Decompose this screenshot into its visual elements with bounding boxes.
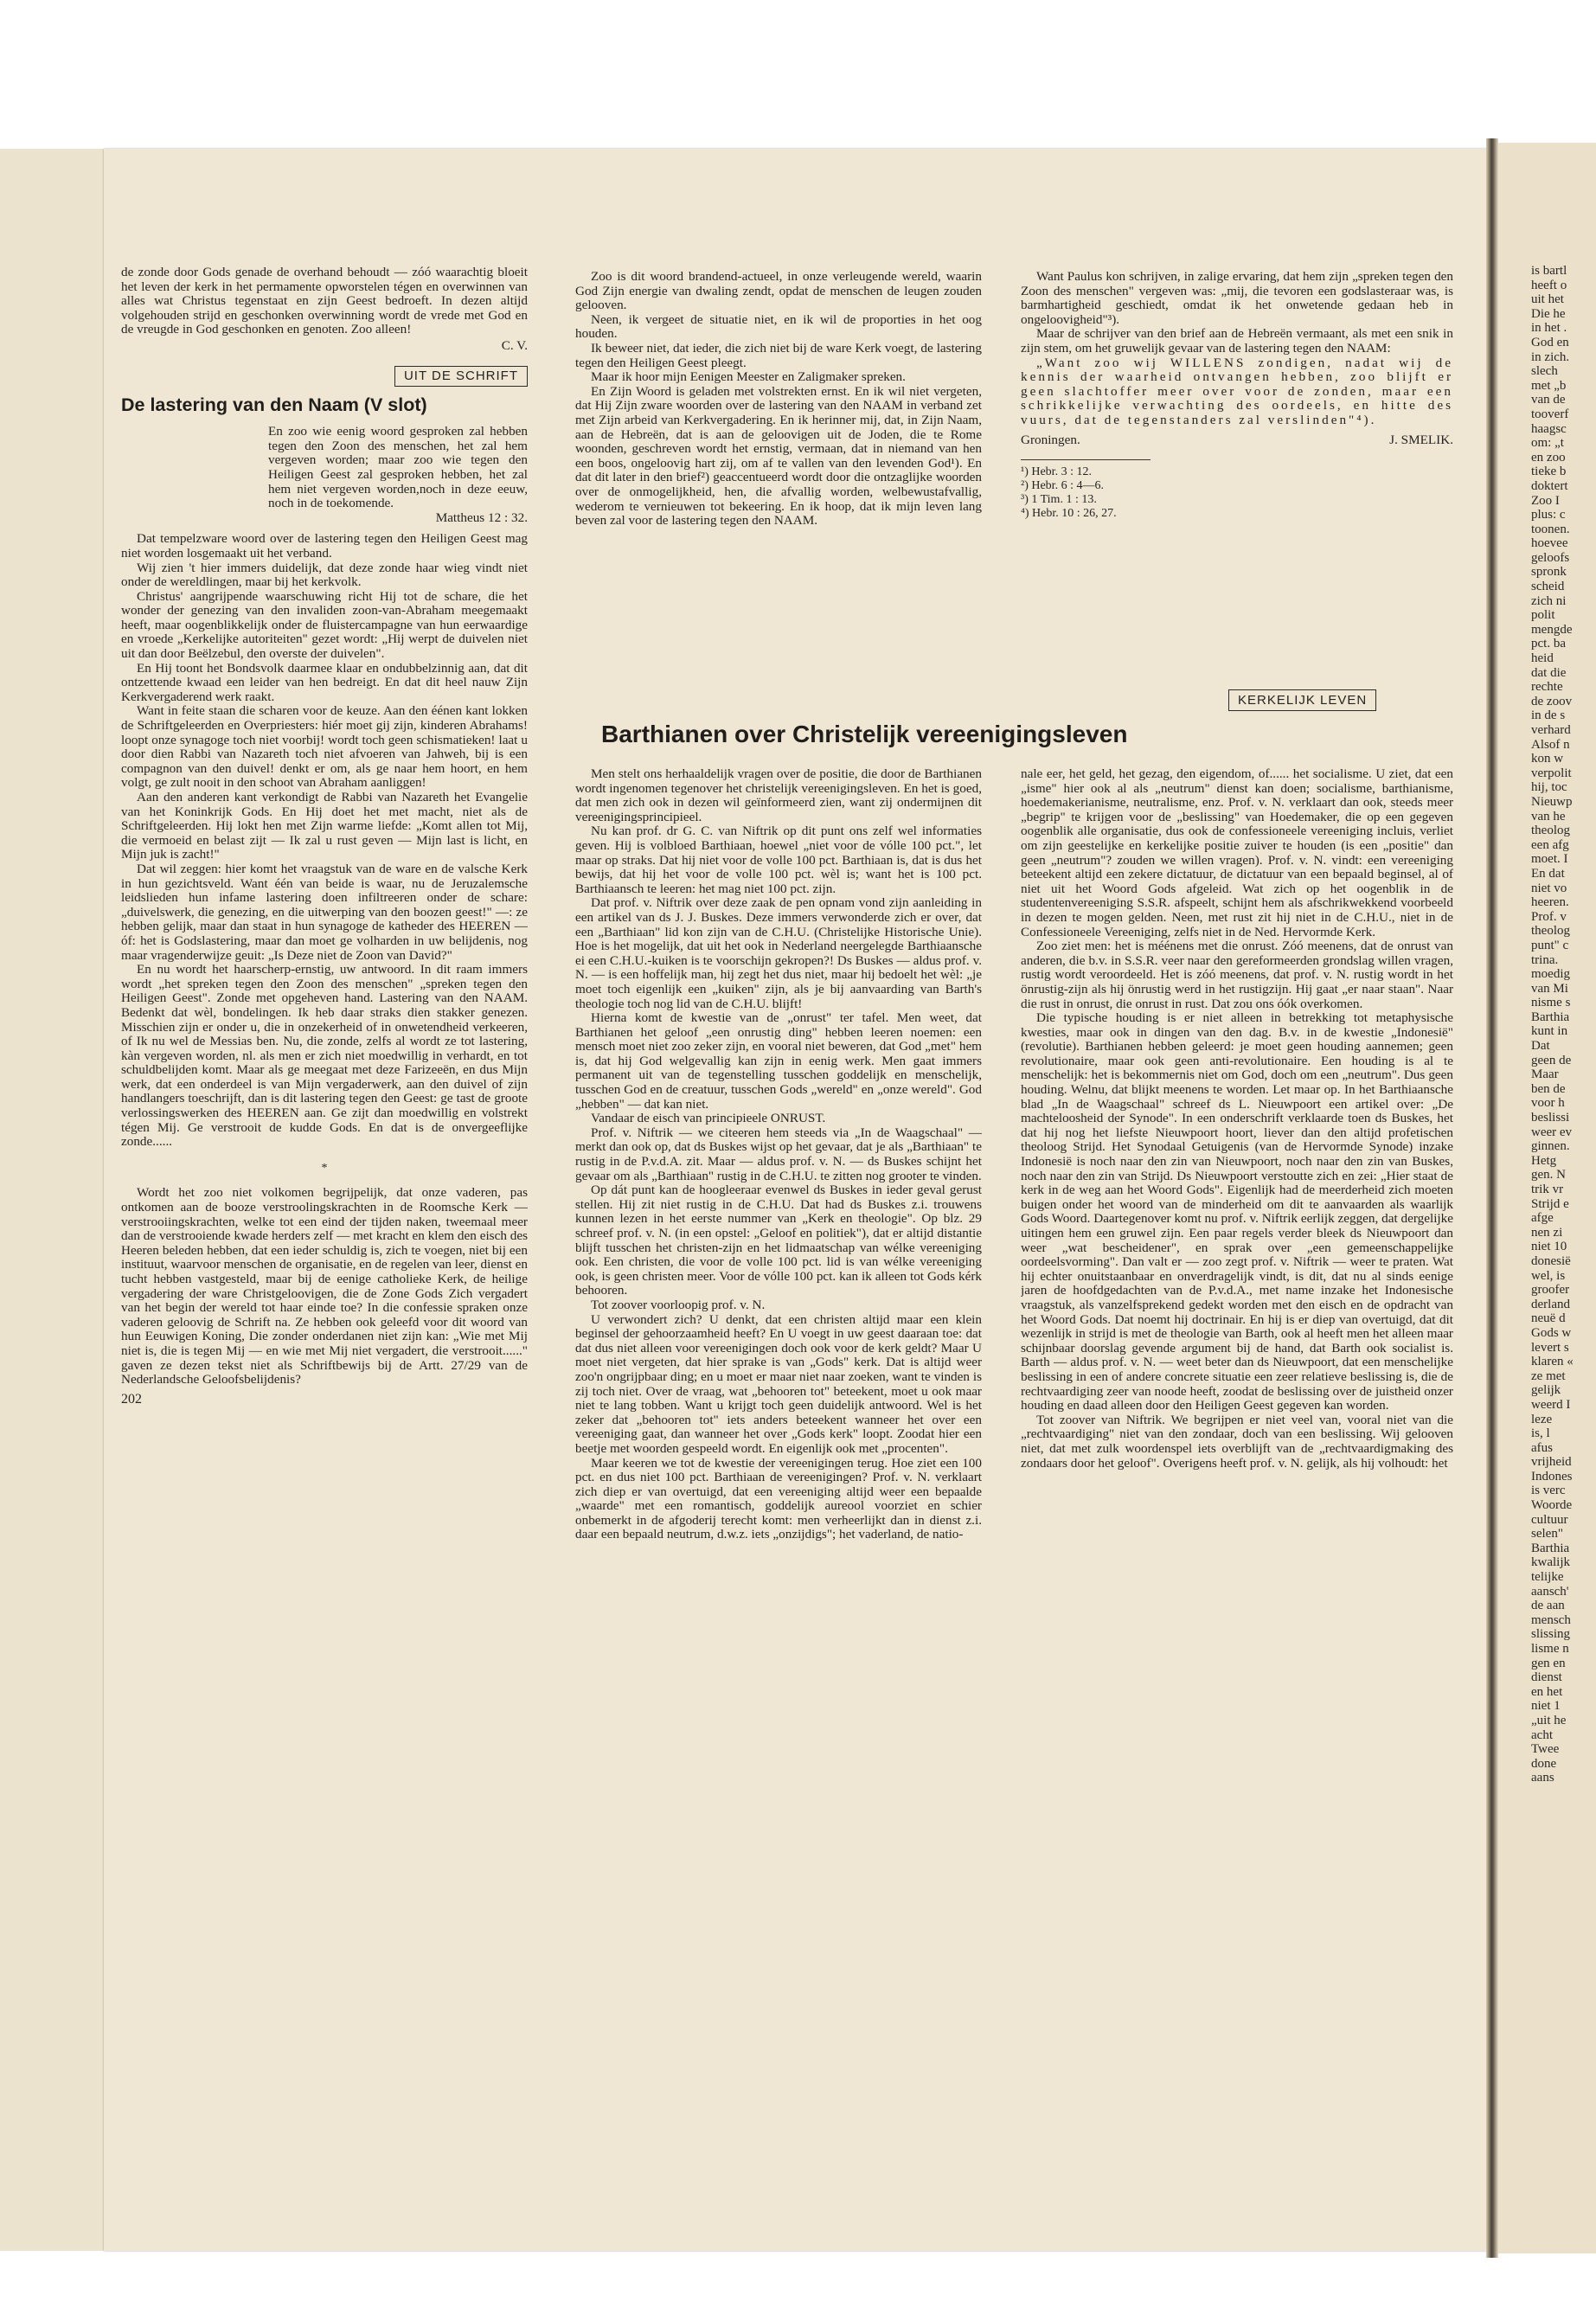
right-page-line: voor h (1531, 1096, 1565, 1111)
right-page-line: in zich. (1531, 349, 1570, 364)
right-page-line: niet 1 (1531, 1699, 1561, 1714)
col1-paragraph: Christus' aangrijpende waarschuwing richt Hij tot de schare, die het wonder der genezing van den invaliden zoon-van-Abraham meegemaakt heeft, maar oogenblikkelijk onder de fluistercampagne van hun eerwaardige en vroede „Kerkelijke autoriteiten" gezet wordt: „Hij werpt de duivelen niet uit dan door Beëlzebul, den overste der duivelen". (121, 588, 528, 662)
article2-paragraph: Men stelt ons herhaaldelijk vragen over de positie, die door de Barthianen wordt ingenomen tegenover het christelijk vereenigingsleven. En het is goed, dat men zich ook in dezen wil geïnformeerd zien, want zij ondermijnen dit vereenigingsprincipieel. (575, 767, 982, 824)
right-page-line: scheid (1531, 580, 1565, 594)
article-title-lastering: De lastering van den Naam (V slot) (121, 394, 427, 416)
page-number: 202 (121, 1391, 142, 1407)
right-page-line: klaren « (1531, 1355, 1574, 1369)
col3-paragraph: Want Paulus kon schrijven, in zalige ervaring, dat hem zijn „spreken tegen den Zoon des menschen" vergeven was: „mij, die tevoren een godslasteraar was, is barmhartigheid geschiedt, omdat ik het onwetende gedaan heb in ongeloovigheid"³). (1021, 270, 1453, 327)
right-page-line: kwalijk (1531, 1555, 1570, 1570)
right-page-edge (1498, 143, 1596, 2253)
verse-reference: Mattheus 12 : 32. (435, 510, 528, 525)
article2-paragraph: Tot zoover van Niftrik. We begrijpen er niet veel van, vooral niet van die „rechtvaardiging" niet van den zondaar, doch van een beslissing. Wij gelooven niet, dat met zulk woordenspel iets overblijft van de „rechtvaardigmaking des zondaars door het geloof". Overigens heeft prof. v. N. gelijk, als hij volhoudt: het (1021, 1412, 1453, 1471)
right-page-line: in de s (1531, 708, 1566, 723)
right-page-line: moet. I (1531, 852, 1568, 867)
right-page-line: rechte (1531, 680, 1563, 695)
right-page-line: Hetg (1531, 1153, 1557, 1168)
right-page-line: telijke (1531, 1570, 1564, 1585)
right-page-line: in het . (1531, 321, 1567, 336)
col3-paragraph: „Want zoo wij WILLENS zondigen, nadat wij de kennis der waarheid ontvangen hebben, zoo blijft er geen slachtoffer meer over voor de zonden, maar een schrikkelijke verwachting des oordeels, en hitte des vuurs, dat de tegenstanders zal verslinden"⁴). (1021, 355, 1453, 427)
right-page-line: om: „t (1531, 436, 1564, 451)
right-page-line: lisme n (1531, 1642, 1569, 1656)
right-page-line: Alsof n (1531, 737, 1570, 752)
right-page-line: niet 10 (1531, 1240, 1567, 1254)
col2-paragraph: Zoo is dit woord brandend-actueel, in onze verleugende wereld, waarin God Zijn energie van dwaling zendt, opdat de menschen de leugen zouden gelooven. (575, 270, 982, 313)
article2-paragraph: Hierna komt de kwestie van de „onrust" ter tafel. Men weet, dat Barthianen het geloof „een onrustig ding" hebben leeren noemen: een mensch moet niet zoo zeker zijn, en vooral niet beweren, dat God „met" hem is, dat hij God welgevallig kan zijn in eenig werk. Men gaat immers permanent uit van de tegenstelling tusschen goddelijk en menschelijk, tusschen God en de creatuur, tusschen Gods „wereld" en „onze wereld". God „hebben" — dat kan niet. (575, 1010, 982, 1112)
right-page-line: leze (1531, 1412, 1553, 1426)
right-page-line: doktert (1531, 478, 1568, 493)
right-page-line: zich ni (1531, 593, 1567, 608)
right-page-line: plus: c (1531, 508, 1566, 522)
footnote: ¹) Hebr. 3 : 12. (1021, 465, 1092, 479)
column-1 (121, 266, 528, 2229)
signature-cv: C. V. (501, 337, 528, 353)
right-page-line: toonen. (1531, 522, 1570, 536)
col1-paragraph: Dat wil zeggen: hier komt het vraagstuk van de ware en de valsche Kerk in hun gezichtsveld. Want één van beide is waar, nu de Jeruzalemsche leidslieden hun infame lastering doen infiltreeren onder de schare: „duivelswerk, die genezing, en die uitwerping van den boozen geest!" —: ze hebben gelijk, maar dan staat in hun synagoge de katheder des HEEREN — óf: het is Godslastering, maar dan moet ge volharden in uw belijdenis, nog maar vragenderwijze geuit: „Is Deze niet de Zoon van David?" (121, 861, 528, 963)
right-page-line: hoevee (1531, 536, 1568, 551)
right-page-line: selen" (1531, 1527, 1563, 1541)
col1-paragraph: Dat tempelzware woord over de lastering tegen den Heiligen Geest mag niet worden losgemaakt uit het verband. (121, 531, 528, 561)
right-page-line: weer ev (1531, 1125, 1573, 1139)
place-groningen: Groningen. (1021, 432, 1080, 447)
right-page-line: is, l (1531, 1426, 1550, 1441)
right-page-line: heid (1531, 651, 1554, 666)
author-smelik: J. SMELIK. (1389, 432, 1453, 447)
article2-paragraph: Maar keeren we tot de kwestie der vereenigingen terug. Hoe ziet een 100 pct. en dus niet 100 pct. Barthiaan de vereenigingen? Prof. v. N. verklaart zich diep er van overtuigd, dat een vereeniging altijd weer een bepaalde „waarde" met een romantisch, goddelijk aureool voorziet en schier onbemerkt in de afgoderij terecht komt: men verheerlijkt dan in dienst z.i. daar een bepaald neutrum, d.w.z. iets „onzijdigs"; het vaderland, de natio- (575, 1455, 982, 1542)
right-page-line: neuë d (1531, 1311, 1566, 1326)
article2-paragraph: Prof. v. Niftrik — we citeeren hem steeds via „In de Waagschaal" — merkt dan ook op, dat ds Buskes wijst op het gevaar, dat je als „Barthiaan" te rustig in de P.v.d.A. zit. Maar — aldus prof. v. N. — ds Buskes schijnt het gevaar om als „Barthiaan" rustig in de C.H.U. te zitten nog grooter te vinden. (575, 1125, 982, 1183)
article2-paragraph: Tot zoover voorloopig prof. v. N. (591, 1297, 766, 1312)
right-page-line: Zoo I (1531, 493, 1560, 508)
right-page-line: dienst (1531, 1670, 1562, 1685)
right-page-line: de zoov (1531, 694, 1573, 708)
footnote: ²) Hebr. 6 : 4—6. (1021, 479, 1104, 493)
right-page-line: Maar (1531, 1067, 1559, 1082)
article2-paragraph: Zoo ziet men: het is méénens met die onrust. Zóó meenens, dat de onrust van anderen, die b.v. in S.S.R. veer naar den gereformeerden grondslag willen vragen, rustig wordt veroordeeld. Het is zóó meenens, dat prof. v. N. rustig wordt in het önrustig-zijn als hij önrustig werd in het rustigzijn. Hij gaat „er naar staan". Naar die rust in onrust, die onrust in rust. Dat zou ons óók overkomen. (1021, 939, 1453, 1011)
col1-paragraph: Aan den anderen kant verkondigt de Rabbi van Nazareth het Evangelie van het Koninkrijk Gods. En Hij doet het met macht, niet als de Schriftgeleerden. Hij lokt hen met Zijn warme liefde: „Komt allen tot Mij, die vermoeid en belast zijt — Ik zal u rust geven — Mijn last is licht, en Mijn juk is zacht!" (121, 790, 528, 862)
column-3 (1021, 270, 1453, 720)
right-page-line: haagsc (1531, 421, 1567, 436)
col1-paragraphs (121, 532, 528, 1150)
right-page-line: derland (1531, 1297, 1570, 1311)
right-page-line: aansch' (1531, 1584, 1569, 1599)
right-page-line: wel, is (1531, 1268, 1566, 1283)
right-page-line: punt" c (1531, 938, 1569, 952)
right-page-line: hij, toc (1531, 780, 1567, 795)
footnote: ³) 1 Tim. 1 : 13. (1021, 493, 1097, 507)
right-page-line: niet vo (1531, 881, 1567, 895)
article2-paragraph: Op dát punt kan de hoogleeraar evenwel ds Buskes in ieder geval gerust stellen. Hij zit niet rustig in de C.H.U. Dat had ds Buskes z.i. trouwens kunnen lezen in het eerste nummer van „Kerk en theologie". Op blz. 29 schreef prof. v. N. (in een opstel: „Geloof en politiek"), dat er altijd distantie blijft tusschen het christen-zijn en het lidmaatschap van wélke vereeniging ook. Een christen, die voor de volle 100 pct. lid is van wélke vereeniging ook, is geen christen meer. Voor de vólle 100 pct. kan ik alleen tot Gods kérk behooren. (575, 1183, 982, 1298)
right-page-line: donesië (1531, 1253, 1571, 1268)
right-page-line: mensch (1531, 1612, 1571, 1627)
right-page-line: slech (1531, 364, 1558, 379)
right-page-line: polit (1531, 608, 1555, 623)
article2-paragraph: U verwondert zich? U denkt, dat een christen altijd maar een klein beginsel der gehoorzaamheid heeft? En U voegt in uw geest daaraan toe: dat dat dus niet alleen voor vereenigingen doch ook voor de kerk geldt? Maar U moet niet vergeten, dat hier sprake is van „Gods" kerk. Dat is altijd weer zoo'n ongrijpbaar ding; en u moet er maar niet naar zoeken, want te vinden is zij toch niet. Over de vraag, wat „behooren tot" beteekent, moet u ook maar niet te lang tobben. Want u krijgt toch geen duidelijk antwoord. Wel is het zeker dat „behooren tot" iets anders beteekent wanneer het over een vereeniging gaat, dan wanneer het over „Gods kerk" loopt. Zoodat hier een beetje met woorden gespeeld wordt. En eigenlijk ook met „procenten". (575, 1311, 982, 1456)
right-page-line: gen en (1531, 1656, 1566, 1670)
article2-paragraph: Dat prof. v. Niftrik over deze zaak de pen opnam vond zijn aanleiding in een artikel van ds J. J. Buskes. Deze immers verwonderde zich er over, dat een „Barthiaan" lid kon zijn van de C.H.U. (Christelijke Historische Unie). Hoe is het mogelijk, dat uit het ook in Nederland neergelegde Barthiaansche ei een C.H.U.-kuiken is te voorschijn gekropen?! Ds Buskes — aldus prof. v. N. — is een hoffelijk man, hij zegt het dus niet, maar hij bedoelt het wèl: „je moet toch eigenlijk een „kuiken" zijn, als je bij aanvaarding van Barth's theologie toch nog lid van de C.H.U. blijft! (575, 895, 982, 1011)
right-page-line: theolog (1531, 924, 1570, 939)
right-page-line: ginnen. (1531, 1139, 1570, 1154)
col2-paragraph: Neen, ik vergeet de situatie niet, en ik wil de proporties in het oog houden. (575, 311, 982, 342)
right-page-line: verpolit (1531, 766, 1572, 780)
right-page-line: moedig (1531, 967, 1570, 982)
footnotes (1021, 459, 1151, 521)
right-page-line: afus (1531, 1440, 1553, 1455)
right-page-line: kon w (1531, 752, 1564, 766)
right-page-line: is bartl (1531, 264, 1567, 278)
col1-paragraph: Wordt het zoo niet volkomen begrijpelijk, dat onze vaderen, pas ontkomen aan de booze verstroolingskrachten in de Roomsche Kerk — verstrooiingskrachten, welke tot een eind der tijden naken, tweemaal meer dan de verstrooiende kwade herders zelf — met kracht en klem den eisch des Heeren beleden hebben, dat een ieder schuldig is, zich te voegen, niet bij een instituut, waarvoor menschen de organisatie, en de regelen van leer, dienst en tucht hebben vastgesteld, maar bij de eenige catholieke Kerk, de heilige vergadering der ware Christgeloovigen, die de Zone Gods Zich vergadert van het begin der wereld tot haar einde toe? In die confessie spraken onze vaderen geloovig de Schrift na. Ze hebben ook geleefd voor dit woord van hun Eeuwigen Koning, Die zonder onderdanen niet zijn kan: „Wie met Mij niet is, die is tegen Mij — en wie met Mij niet vergadert, die verstrooit......" gaven ze dezen tekst niet als Schriftbewijs bij de Artt. 27/29 van de Nederlandsche Geloofsbelijdenis? (121, 1185, 528, 1388)
right-page-line: ze met (1531, 1368, 1566, 1383)
right-page-line: uit het (1531, 292, 1564, 307)
right-page-line: En dat (1531, 866, 1565, 881)
article2-paragraph: Vandaar de eisch van principieele ONRUST. (591, 1111, 826, 1126)
right-page-line: done (1531, 1756, 1557, 1771)
verse-text: En zoo wie eenig woord gesproken zal hebben tegen den Zoon des menschen, het zal hem vergeven worden; maar zoo wie tegen den Heiligen Geest zal gesproken hebben, het zal hem niet vergeven worden,noch in deze eeuw, noch in de toekomende. (268, 424, 528, 511)
section-separator-star: * (321, 1161, 328, 1175)
col2-paragraph: En Zijn Woord is geladen met volstrekten ernst. En ik wil niet vergeten, dat Hij Zijn zware woorden over de lastering van den NAAM in verband zet met Zijn arbeid van Kerkvergadering. En ik herinner mij, dat, in Zijn Naam, aan de Hebreën, dat is aan de geloovigen uit de Joden, die te Rome woonden, geschreven wordt het ernstig, vermaan, dat in niemand van hen een boos, ongeloovig hart zij, om af te vallen van den levenden God¹). En dat dit later in den brief²) geaccentueerd wordt door die ontzaglijke woorden over de onmogelijkheid, hen, die afvallig worden, welbewustafvallig, wederom te vernieuwen tot bekeering. En ik hoop, dat ik mijn leven lang beven zal voor de lastering tegen den NAAM. (575, 383, 982, 529)
footnote: ⁴) Hebr. 10 : 26, 27. (1021, 507, 1117, 521)
right-page-line: Prof. v (1531, 909, 1567, 924)
right-page-line: God en (1531, 335, 1569, 349)
right-page-line: cultuur (1531, 1512, 1568, 1527)
col2-paragraph: Maar ik hoor mijn Eenigen Meester en Zaligmaker spreken. (591, 369, 906, 385)
right-page-line: Die he (1531, 306, 1566, 321)
col1-paragraph: En nu wordt het haarscherp-ernstig, uw antwoord. In dit raam immers wordt „het spreken tegen den Zoon des menschen" „spreken tegen den Heiligen Geest". Zonde met opgeheven hand. Lastering van den NAAM. Bedenkt dat wèl, bondelingen. Ik heb daar straks dien stakker genezen. Misschien zijn er onder u, die in onzekerheid of in onwetendheid verkeeren, of Ik nu wel de Messias ben. Nu, die zonde, zelfs al wordt ze tot lastering, kàn vergeven worden, nl. als men er zich niet moedwillig in verhardt, en tot schuldbelijden komt. Maar als ge meegaat met deze Farizeeën, en dus Mijn werk, dat een onderdeel is van Mijn vergaderwerk, aan den duivel of zijn handlangers toeschrijft, dan is dit lastering tegen den Geest: ge tast de groote verlossingswerken des HEEREN aan. Ge zijt dan moedwillig en volstrekt tégen Mij. Ge verstrooit de kudde Gods. En dat is de onvergeeflijke zonde...... (121, 962, 528, 1150)
section-tag-uit-de-schrift: UIT DE SCHRIFT (394, 366, 528, 388)
right-page-line: gen. N (1531, 1168, 1566, 1183)
right-page-line: heeren. (1531, 895, 1569, 910)
right-page-line: Indones (1531, 1469, 1573, 1484)
col2-paragraph: Ik beweer niet, dat ieder, die zich niet bij de ware Kerk voegt, de lastering tegen den Heiligen Geest pleegt. (575, 340, 982, 370)
right-page-line: „uit he (1531, 1713, 1567, 1727)
right-page-line: de aan (1531, 1599, 1565, 1613)
right-page-line: trina. (1531, 952, 1559, 967)
right-page-line: geen de (1531, 1053, 1572, 1067)
right-page-line: van de (1531, 393, 1566, 407)
article2-paragraph: Die typische houding is er niet alleen in betrekking tot metaphysische kwesties, maar ook in dingen van den dag. B.v. in de kwestie „Indonesië" (revolutie). Barthianen hebben geleerd: je moet geen houding aannemen; geen revolutionaire, maar ook geen anti-revolutionaire. Een houding is al te menschelijk: het is bekommernis niet om God, doch om een „neutrum". Dus geen houding. Welnu, dat blijkt meenens te worden. Let maar op. In het Barthiaansche blad „In de Waagschaal" schreef ds L. Nieuwpoort een artikel over: „De machteloosheid der Synode". In een onderschrift verklaarde toen ds Buskes, het dat hij nog het liefste Nieuwpoort hoort, liever dan den altijd profetischen theoloog Strijd. Het Synodaal Getuigenis (van de Hervormde Synode) inzake Indonesië is noch naar den zin van Nieuwpoort, noch naar den zin van Buskes, noch naar den zin van Strijd. Ds Nieuwpoort verstoutte zich en zei: „Hier staat de kerk in de weg aan het Woord Gods". Eigenlijk had de meerderheid zich moeten buigen onder het woord van de minderheid om dit te aanvaarden als waarlijk Gods Woord. Daartegenover komt nu prof. v. Niftrik eerlijk zeggen, dat dergelijke uitingen hem een gruwel zijn. Een paar regels verder bleek ds Nieuwpoort dan weer „wat bescheidener", en sprak over „een gemeenschappelijke oordeelsvorming". Dan valt er — zoo zegt prof. v. Niftrik — weer te praten. Wat hij echter onuitstaanbaar en onverdragelijk vindt, is dit, dat nu al sinds eenige jaren de hoofdgedachten van de P.v.d.A., met name inzake het Indonesische vraagstuk, als vanzelfsprekend gedekt worden met den eisch en de opdracht van het Woord Gods. Dat noemt hij doctrinair. En hij is er diep van overtuigd, dat dit wezenlijk in strijd is met de theologie van Barth, ook al heeft men het alleen maar schijnbaar doorslag gevende argument bij de hand, dat Barth ook socialist is. Barth — aldus prof. v. N. — weet beter dan ds Nieuwpoort, dat een menschelijke beslissing in een of andere concrete situatie een zeer relatieve beslissing is, die de rechtvaardiging zeer van noode heeft, zoodat de beslissing over de juistheid onzer houding en daad alleen door den Heiligen Geest gegeven kan worden. (1021, 1010, 1453, 1413)
right-page-line: nen zi (1531, 1225, 1563, 1240)
right-page-line: acht (1531, 1727, 1553, 1742)
right-page-line: geloofs (1531, 550, 1570, 565)
intro-paragraph: de zonde door Gods genade de overhand behoudt — zóó waarachtig bloeit het leven der kerk in het permamente opworstelen tégen en overwinnen van alles wat Christus tegenstaat en zijn Geest bedroeft. In dezen altijd volgehouden strijd en geschonken overwinning wordt de vrede met God en de vreugde in God geschonken en genoten. Zoo alleen! (121, 266, 528, 337)
right-page-line: ben de (1531, 1081, 1566, 1096)
right-page-line: dat die (1531, 665, 1567, 680)
page-fold-gutter (1486, 138, 1498, 2258)
right-page-line: tooverf (1531, 407, 1569, 421)
right-page-line: afge (1531, 1211, 1554, 1226)
right-page-line: verhard (1531, 723, 1571, 737)
right-page-line: van Mi (1531, 981, 1568, 996)
right-page-line: theolog (1531, 824, 1570, 838)
right-page-line: aans (1531, 1771, 1554, 1785)
right-page-line: gelijk (1531, 1383, 1561, 1398)
col3-paragraph: Maar de schrijver van den brief aan de Hebreën vermaant, als met een snik in zijn stem, om het gruwelijk gevaar van de lastering tegen den NAAM: (1021, 326, 1453, 356)
bible-verse (268, 425, 528, 525)
right-page-text-fragments (1531, 264, 1574, 1785)
right-page-line: heeft o (1531, 278, 1567, 292)
article2-right-column (1021, 767, 1453, 2221)
right-page-line: Barthia (1531, 1541, 1570, 1555)
col1-paragraph: Wij zien 't hier immers duidelijk, dat deze zonde haar wieg vindt niet onder de wereldlingen, maar bij het kerkvolk. (121, 560, 528, 590)
right-page-line: weerd I (1531, 1397, 1571, 1412)
right-page-line: trik vr (1531, 1183, 1564, 1196)
right-page-line: nisme s (1531, 996, 1571, 1010)
right-page-line: Woorde (1531, 1498, 1573, 1513)
right-page-line: Dat (1531, 1039, 1550, 1054)
article2-paragraph: nale eer, het geld, het gezag, den eigendom, of...... het socialisme. U ziet, dat een „isme" hier ook al als „neutrum" dienst kan doen; socialisme, barthianisme, hoedemakerianisme, neutralisme, enz. Prof. v. N. verklaart dan ook, steeds meer „begrip" te krijgen voor de „beslissing" van Hoedemaker, die op een gegeven oogenblik alle organisatie, dus ook de confessioneele vereeniging incluis, verliet om zijn geestelijke en kerkelijke positie zuiver te houden (is een „positie" dan geen „neutrum"? zouden we willen vragen). Prof. v. N. vindt: een vereeniging beteekent altijd een zekere dictatuur, de dictatuur van een bepaald beginsel, al of niet uit het Woord Gods afgeleid. Wat zich op het oogenblik in de studentenvereeniging S.S.R. afspeelt, schijnt hem als afschrikwekkend voorbeeld in dezen te mogen gelden. Neen, met rust zit hij niet in de C.H.U., niet in de Confessioneele Vereeniging, zelfs niet in de Ned. Hervormde Kerk. (1021, 767, 1453, 939)
right-page-line: levert s (1531, 1340, 1569, 1355)
article-title-barthianen: Barthianen over Christelijk vereenigingsleven (601, 721, 1128, 747)
right-page-line: en het (1531, 1684, 1563, 1699)
right-page-line: mengde (1531, 622, 1573, 637)
right-page-line: vrijheid (1531, 1455, 1572, 1470)
right-page-line: Nieuwp (1531, 794, 1573, 809)
right-page-line: groofer (1531, 1283, 1570, 1298)
left-page (104, 149, 1488, 2251)
right-page-line: met „b (1531, 378, 1567, 393)
right-page-line: Barthia (1531, 1009, 1570, 1024)
right-page-line: van he (1531, 809, 1566, 824)
right-page-line: beslissi (1531, 1111, 1570, 1125)
right-page-line: slissing (1531, 1627, 1571, 1642)
article2-left-column (575, 767, 982, 2221)
section-tag-kerkelijk-leven: KERKELIJK LEVEN (1228, 689, 1376, 711)
article2-paragraph: Nu kan prof. dr G. C. van Niftrik op dit punt ons zelf wel informaties geven. Hij is volbloed Barthiaan, hoewel „niet voor de vólle 100 pct.", let maar op straks. Dat hij niet voor de volle 100 pct. Barthiaan is, dat is dus het bewijs, dat hij het voor de volle 100 pct. wèl is; want het is 100 pct. Barthiaansch te leeren: het mag niet 100 pct. zijn. (575, 824, 982, 896)
right-page-line: een afg (1531, 837, 1569, 852)
col1-paragraph: Want in feite staan die scharen voor de keuze. Aan den éénen kant lokken de Schriftgeleerden en Overpriesters: hiér moet gij zijn, kinderen Abrahams! loopt onze synagoge toch niet voorbij! wordt toch geen schismatieken! laat u door dien Rabbi van Nazareth toch niet afvoeren van Jahweh, bij is een compagnon van den duivel! denkt er om, als ge naar hem hoort, en hem volgt, ge zult nooit in den schoot van Abraham aanliggen! (121, 703, 528, 791)
right-page-line: kunt in (1531, 1024, 1568, 1039)
right-page-line: en zoo (1531, 450, 1566, 465)
col1-paragraph: En Hij toont het Bondsvolk daarmee klaar en ondubbelzinnig aan, dat dit ontzettende kwaad een leider van hen bedreigt. En dat dit heel nauw Zijn Kerkvergaderend werk raakt. (121, 660, 528, 704)
right-page-line: is verc (1531, 1484, 1566, 1498)
right-page-line: Strijd e (1531, 1196, 1569, 1211)
right-page-line: Gods w (1531, 1325, 1572, 1340)
right-page-line: pct. ba (1531, 637, 1566, 651)
right-page-line: tieke b (1531, 465, 1567, 479)
right-page-line: Twee (1531, 1742, 1560, 1757)
right-page-line: spronk (1531, 565, 1567, 580)
